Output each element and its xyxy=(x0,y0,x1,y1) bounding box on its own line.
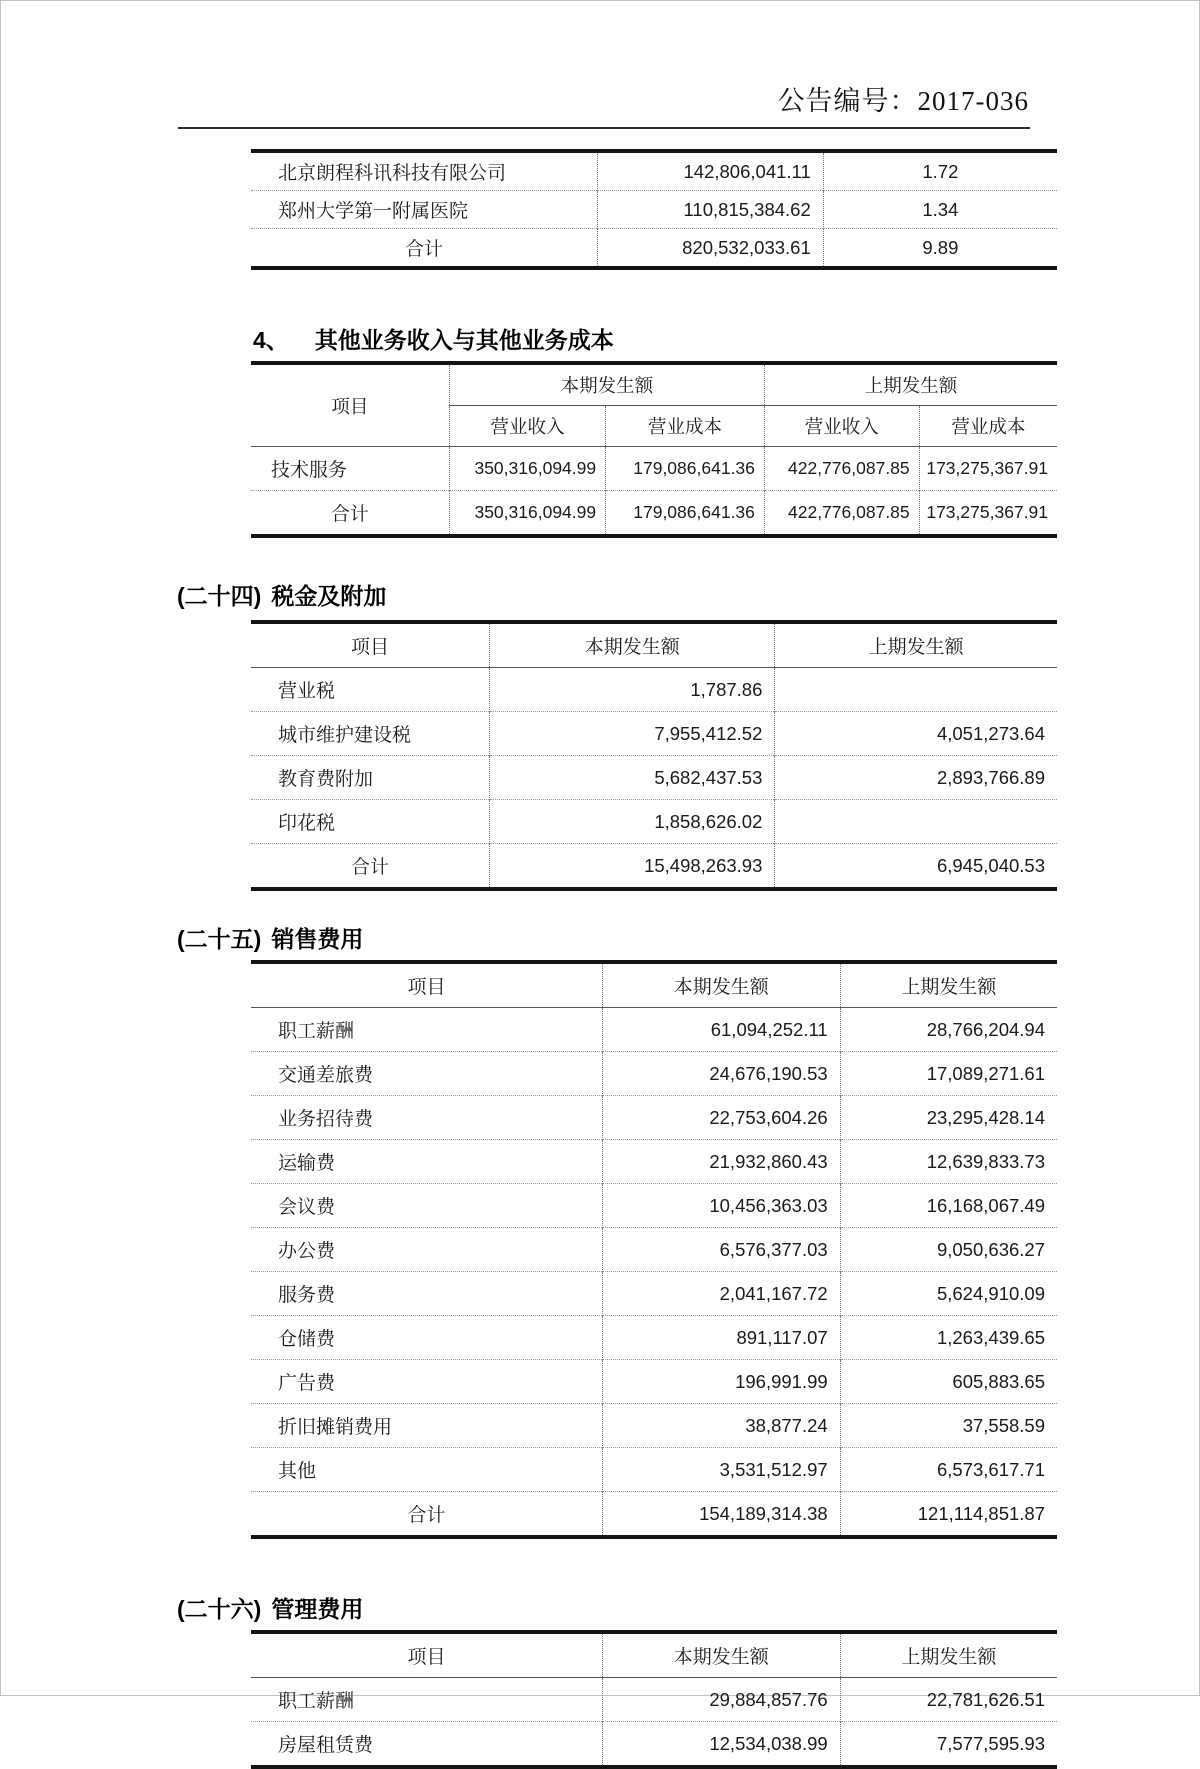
row-value: 38,877.24 xyxy=(602,1404,840,1448)
row-value: 10,456,363.03 xyxy=(602,1184,840,1228)
col-prior-period: 上期发生额 xyxy=(840,1632,1057,1678)
table-row xyxy=(251,800,1057,844)
row-label: 职工薪酬 xyxy=(278,1691,355,1712)
table-row xyxy=(251,1140,1057,1184)
table-body xyxy=(251,151,1057,268)
row-label: 合计 xyxy=(251,1492,602,1538)
row-label: 技术服务 xyxy=(271,460,348,481)
table-body xyxy=(251,1008,1057,1538)
table-row xyxy=(251,1678,1057,1722)
row-value: 6,945,040.53 xyxy=(775,844,1057,890)
row-label: 房屋租赁费 xyxy=(251,1722,602,1768)
row-value: 4,051,273.64 xyxy=(775,712,1057,756)
row-value: 22,753,604.26 xyxy=(602,1096,840,1140)
table-row xyxy=(251,447,1057,491)
section-24-heading xyxy=(177,578,1057,611)
row-label: 交通差旅费 xyxy=(251,1052,602,1096)
row-value: 37,558.59 xyxy=(840,1404,1057,1448)
table-row xyxy=(251,1052,1057,1096)
row-value: 121,114,851.87 xyxy=(840,1492,1057,1538)
table-row xyxy=(251,1722,1057,1768)
row-label: 广告费 xyxy=(251,1360,602,1404)
col-operating-revenue: 营业收入 xyxy=(449,406,605,447)
other-business-income-cost-table xyxy=(251,361,1057,538)
col-item: 项目 xyxy=(251,622,490,668)
row-value xyxy=(775,800,1057,844)
row-value: 142,806,041.11 xyxy=(598,151,824,191)
row-value: 1.72 xyxy=(823,151,1057,191)
col-item: 项目 xyxy=(251,363,449,447)
table-row xyxy=(251,1492,1057,1538)
table-row xyxy=(251,756,1057,800)
col-current-period: 本期发生额 xyxy=(490,622,775,668)
row-value: 179,086,641.36 xyxy=(606,491,765,537)
row-label: 合计 xyxy=(251,491,449,537)
row-value: 5,682,437.53 xyxy=(490,756,775,800)
section-25-title: 销售费用 xyxy=(271,926,364,952)
row-value: 179,086,641.36 xyxy=(606,447,765,491)
row-value: 61,094,252.11 xyxy=(602,1008,840,1052)
row-value: 1,787.86 xyxy=(490,668,775,712)
table-body xyxy=(251,447,1057,537)
row-label: 郑州大学第一附属医院 xyxy=(251,191,598,229)
table-row xyxy=(251,1448,1057,1492)
row-value: 6,573,617.71 xyxy=(840,1448,1057,1492)
row-label: 仓储费 xyxy=(251,1316,602,1360)
row-value: 1,263,439.65 xyxy=(840,1316,1057,1360)
section-26-title: 管理费用 xyxy=(271,1596,364,1622)
col-prior-period: 上期发生额 xyxy=(775,622,1057,668)
row-label: 城市维护建设税 xyxy=(251,712,490,756)
table-row xyxy=(251,1272,1057,1316)
section-25-heading xyxy=(177,921,1057,954)
row-value: 16,168,067.49 xyxy=(840,1184,1057,1228)
row-value: 110,815,384.62 xyxy=(598,191,824,229)
col-prior-period: 上期发生额 xyxy=(840,962,1057,1008)
table-row xyxy=(251,1360,1057,1404)
selling-expenses-table xyxy=(251,960,1057,1539)
row-value: 820,532,033.61 xyxy=(598,229,824,269)
row-label: 印花税 xyxy=(251,800,490,844)
col-current-period: 本期发生额 xyxy=(449,363,764,406)
row-value: 173,275,367.91 xyxy=(919,447,1057,491)
col-operating-cost: 营业成本 xyxy=(606,406,765,447)
table-row xyxy=(251,1316,1057,1360)
row-value: 9,050,636.27 xyxy=(840,1228,1057,1272)
row-value: 28,766,204.94 xyxy=(840,1008,1057,1052)
section-4-heading xyxy=(253,322,1057,355)
section-26-heading xyxy=(177,1591,1057,1624)
row-value: 3,531,512.97 xyxy=(602,1448,840,1492)
row-value: 12,534,038.99 xyxy=(602,1722,840,1768)
administrative-expenses-table xyxy=(251,1630,1057,1769)
row-label: 北京朗程科讯科技有限公司 xyxy=(278,163,507,184)
revenue-by-customer-table xyxy=(251,149,1057,270)
section-24-title: 税金及附加 xyxy=(271,583,387,609)
table-row xyxy=(251,491,1057,537)
row-value: 350,316,094.99 xyxy=(449,491,605,537)
table-header xyxy=(251,962,1057,1008)
row-label: 其他 xyxy=(251,1448,602,1492)
row-label: 业务招待费 xyxy=(251,1096,602,1140)
section-24-number: (二十四) xyxy=(177,583,262,609)
row-value: 891,117.07 xyxy=(602,1316,840,1360)
table-header xyxy=(251,363,1057,447)
row-label: 教育费附加 xyxy=(251,756,490,800)
row-label: 服务费 xyxy=(251,1272,602,1316)
section-26-number: (二十六) xyxy=(177,1596,262,1622)
row-value: 422,776,087.85 xyxy=(764,491,919,537)
table-row xyxy=(251,151,1057,191)
table-row xyxy=(251,1184,1057,1228)
col-current-period: 本期发生额 xyxy=(602,1632,840,1678)
section-4-number: 4、 xyxy=(253,327,289,353)
row-label: 职工薪酬 xyxy=(278,1021,355,1042)
table-row xyxy=(251,712,1057,756)
row-value: 2,041,167.72 xyxy=(602,1272,840,1316)
row-value xyxy=(775,668,1057,712)
row-value: 24,676,190.53 xyxy=(602,1052,840,1096)
row-value: 5,624,910.09 xyxy=(840,1272,1057,1316)
row-value: 1,858,626.02 xyxy=(490,800,775,844)
row-value: 605,883.65 xyxy=(840,1360,1057,1404)
header-divider xyxy=(178,127,1030,129)
row-value: 196,991.99 xyxy=(602,1360,840,1404)
row-value: 173,275,367.91 xyxy=(919,491,1057,537)
row-value: 154,189,314.38 xyxy=(602,1492,840,1538)
row-value: 15,498,263.93 xyxy=(490,844,775,890)
announcement-number: 公告编号：2017-036 xyxy=(777,86,1029,116)
row-value: 12,639,833.73 xyxy=(840,1140,1057,1184)
row-value: 422,776,087.85 xyxy=(764,447,919,491)
row-value: 17,089,271.61 xyxy=(840,1052,1057,1096)
row-value: 1.34 xyxy=(823,191,1057,229)
row-value: 350,316,094.99 xyxy=(449,447,605,491)
col-prior-period: 上期发生额 xyxy=(764,363,1057,406)
row-value: 7,955,412.52 xyxy=(490,712,775,756)
table-row xyxy=(251,1404,1057,1448)
row-label: 营业税 xyxy=(278,681,336,702)
row-value: 6,576,377.03 xyxy=(602,1228,840,1272)
section-25-number: (二十五) xyxy=(177,926,262,952)
row-label: 合计 xyxy=(251,229,598,269)
taxes-and-surcharges-table xyxy=(251,620,1057,891)
row-label: 会议费 xyxy=(251,1184,602,1228)
row-value: 22,781,626.51 xyxy=(840,1678,1057,1722)
row-value: 21,932,860.43 xyxy=(602,1140,840,1184)
row-label: 折旧摊销费用 xyxy=(251,1404,602,1448)
row-value: 29,884,857.76 xyxy=(602,1678,840,1722)
table-body xyxy=(251,1678,1057,1768)
col-operating-revenue: 营业收入 xyxy=(764,406,919,447)
col-operating-cost: 营业成本 xyxy=(919,406,1057,447)
table-row xyxy=(251,668,1057,712)
row-label: 运输费 xyxy=(251,1140,602,1184)
row-value: 23,295,428.14 xyxy=(840,1096,1057,1140)
table-row xyxy=(251,1228,1057,1272)
col-item: 项目 xyxy=(251,962,602,1008)
row-value: 7,577,595.93 xyxy=(840,1722,1057,1768)
table-row xyxy=(251,191,1057,229)
section-4-title: 其他业务收入与其他业务成本 xyxy=(314,327,614,353)
row-label: 办公费 xyxy=(251,1228,602,1272)
table-row xyxy=(251,229,1057,269)
row-value: 9.89 xyxy=(823,229,1057,269)
table-row xyxy=(251,1008,1057,1052)
row-value: 2,893,766.89 xyxy=(775,756,1057,800)
table-row xyxy=(251,1096,1057,1140)
row-label: 合计 xyxy=(251,844,490,890)
table-header xyxy=(251,1632,1057,1678)
table-body xyxy=(251,668,1057,890)
table-row xyxy=(251,844,1057,890)
table-header xyxy=(251,622,1057,668)
col-current-period: 本期发生额 xyxy=(602,962,840,1008)
col-item: 项目 xyxy=(251,1632,602,1678)
